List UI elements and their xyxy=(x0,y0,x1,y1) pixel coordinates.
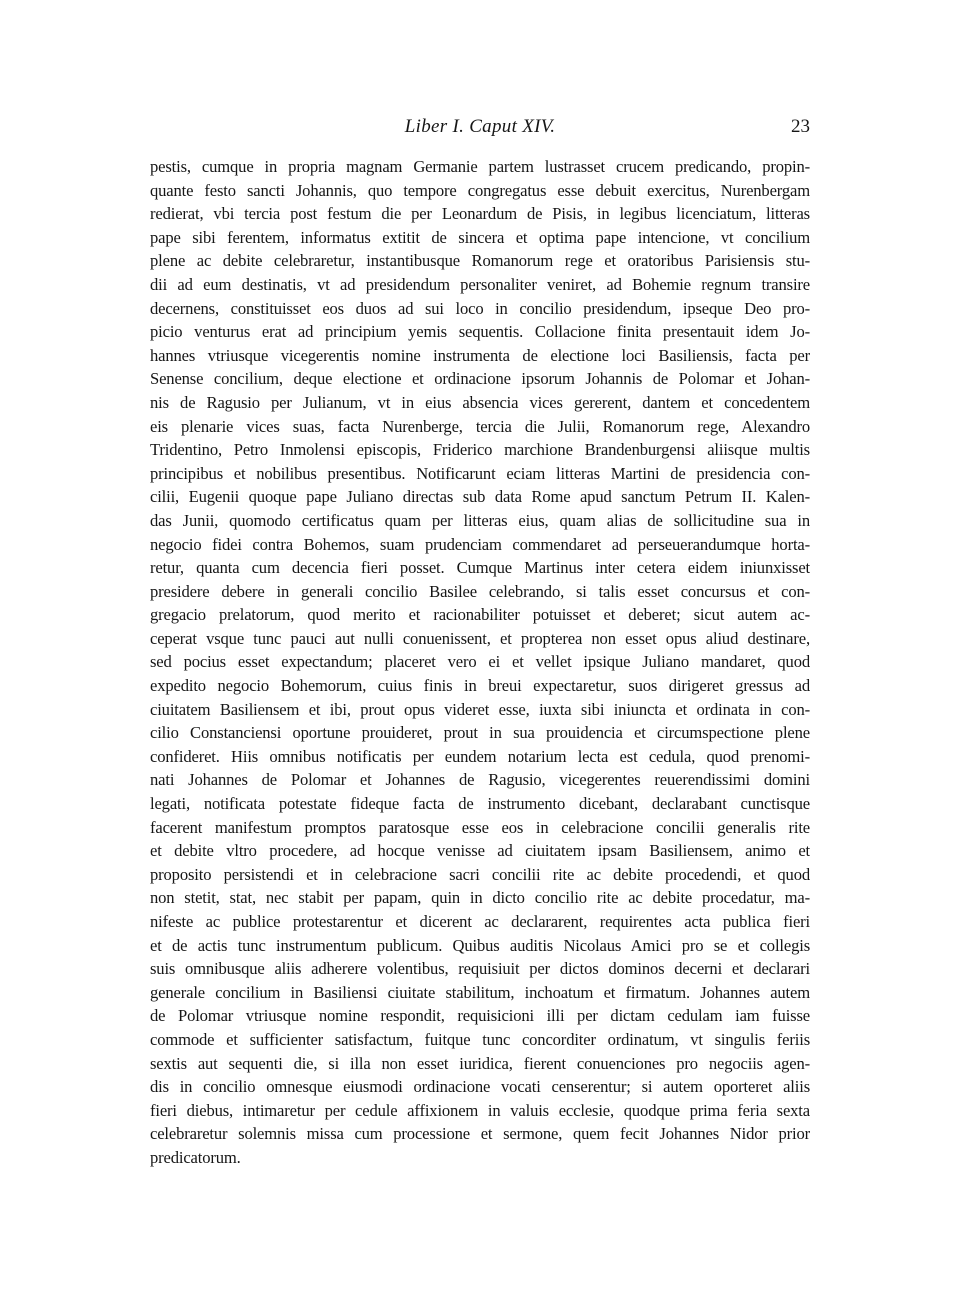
text-line: principibus et nobilibus presentibus. Notificarunt eciam litteras Martini de presidencia con- xyxy=(150,463,810,483)
text-line: et debite vltro procedere, ad hocque venisse ad ciuitatem ipsam Basiliensem, animo et xyxy=(150,841,810,861)
text-line: dii ad eum destinatis, vt ad presidendum personaliter veniret, ad Bohemie regnum transire xyxy=(150,274,810,294)
page-number: 23 xyxy=(791,116,810,137)
text-line: pape sibi ferentem, informatus extitit de sincera et optima pape intencione, vt concilium xyxy=(150,227,810,247)
text-line: decernens, constituisset eos duos ad sui loco in concilio presidendum, ipseque Deo pro- xyxy=(150,298,810,318)
text-line: ciuitatem Basiliensem et ibi, prout opus videret esse, iuxta sibi iniuncta et ordinata in con- xyxy=(150,699,810,719)
text-line: redierat, vbi tercia post festum die per Leonardum de Pisis, in legibus licenciatum, litteras xyxy=(150,204,810,224)
text-line: sextis aut sequenti die, si illa non esset iuridica, fierent conuenciones pro negociis agen- xyxy=(150,1053,810,1073)
running-title: Liber I. Caput XIV. xyxy=(404,116,556,137)
text-line: cilii, Eugenii quoque pape Juliano directas sub data Rome apud sanctum Petrum II. Kalen- xyxy=(150,487,810,507)
text-line: das Junii, quomodo certificatus quam per litteras eius, quam alias de sollicitudine sua in xyxy=(150,510,810,530)
text-line: Tridentino, Petro Inmolensi episcopis, Friderico marchione Brandenburgensi aliisque multis xyxy=(150,440,810,460)
text-line: commode et sufficienter satisfactum, fuitque tunc concorditer ordinatum, vt singulis feriis xyxy=(150,1029,810,1049)
text-line: expedito negocio Bohemorum, cuius finis in breui expectaretur, suos dirigeret gressus ad xyxy=(150,676,810,696)
text-line: sed pocius esset expectandum; placeret vero ei et vellet ipsique Juliano mandaret, quod xyxy=(150,652,810,672)
text-line: negocio fidei contra Bohemos, suam prudenciam commendaret ad perseuerandumque horta- xyxy=(150,534,810,554)
text-line: non stetit, stat, nec stabit per papam, quin in dicto concilio rite ac debite procedatur, ma- xyxy=(150,888,810,908)
text-line: et de actis tunc instrumentum publicum. Quibus auditis Nicolaus Amici pro se et collegis xyxy=(150,935,810,955)
text-line: ceperat vsque tunc pauci aut nulli conuenissent, et propterea non esset opus aliud destinare, xyxy=(150,628,810,648)
text-line: suis omnibusque aliis adherere volentibus, requisiuit per dictos dominos decerni et declarari xyxy=(150,959,810,979)
text-line: plene ac debite celebraretur, instantibusque Romanorum rege et oratoribus Parisiensis stu- xyxy=(150,251,810,271)
text-line: legati, notificata potestate fideque facta de instrumento dicebant, declarabant cunctisque xyxy=(150,794,810,814)
text-line: quante festo sancti Johannis, quo tempore congregatus esse debuit exercitus, Nurenbergam xyxy=(150,180,810,200)
text-line: picio venturus erat ad principium yemis sequentis. Collacione finita presentauit idem Jo- xyxy=(150,322,810,342)
text-line: confideret. Hiis omnibus notificatis per eundem notarium lecta est cedula, quod prenomi- xyxy=(150,746,810,766)
text-line: nis de Ragusio per Julianum, vt in eius absencia vices gererent, dantem et concedentem xyxy=(150,392,810,412)
text-line: generale concilium in Basiliensi ciuitate stabilitum, inchoatum et firmatum. Johannes autem xyxy=(150,982,810,1002)
text-line: Senense concilium, deque electione et ordinacione ipsorum Johannis de Polomar et Johan- xyxy=(150,369,810,389)
text-line: presidere debere in generali concilio Basilee celebrando, si talis esset concursus et con- xyxy=(150,581,810,601)
text-line: predicatorum. xyxy=(150,1147,241,1167)
text-line: facerent manifestum promptos paratosque esse eos in celebracione concilii generalis rite xyxy=(150,817,810,837)
text-line: hannes vtriusque vicegerentis nomine instrumenta de electione loci Basiliensis, facta per xyxy=(150,345,810,365)
text-line: celebraretur solemnis missa cum processione et sermone, quem fecit Johannes Nidor prior xyxy=(150,1124,810,1144)
text-line: nati Johannes de Polomar et Johannes de Ragusio, vicegerentes reuerendissimi domini xyxy=(150,770,810,790)
text-line: proposito persistendi et in celebracione sacri concilii rite ac debite procedendi, et quod xyxy=(150,864,810,884)
text-line: cilio Constanciensi oportune prouideret, prout in sua prouidencia et circumspectione plene xyxy=(150,723,810,743)
text-line: nifeste ac publice protestarentur et dicerent ac declararent, requirentes acta publica fieri xyxy=(150,912,810,931)
body-text xyxy=(150,155,810,1170)
text-line: gregacio prelatorum, quod merito et racionabiliter potuisset et deberet; sicut autem ac- xyxy=(150,605,810,625)
text-line: eis plenarie vices suas, facta Nurenberge, tercia die Julii, Romanorum rege, Alexandro xyxy=(150,416,810,436)
text-line: de Polomar vtriusque nomine respondit, requisicioni illi per dictam cedulam iam fuisse xyxy=(150,1006,810,1026)
text-line: retur, quanta cum decencia fieri posset. Cumque Martinus inter cetera eidem iniunxisset xyxy=(150,558,810,578)
running-head xyxy=(150,116,810,144)
text-line: pestis, cumque in propria magnam Germanie partem lustrasset crucem predicando, propin- xyxy=(150,157,810,176)
text-line: dis in concilio omnesque eiusmodi ordinacione vocati censerentur; si autem oporteret aliis xyxy=(150,1077,810,1097)
text-line: fieri diebus, intimaretur per cedule affixionem in valuis ecclesie, quodque prima feria sexta xyxy=(150,1100,810,1120)
